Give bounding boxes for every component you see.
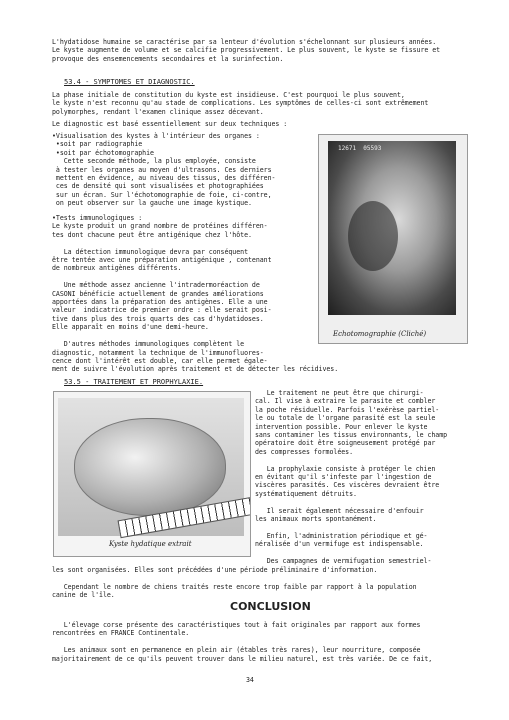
text-line: être tentée avec une préparation antigénique , contenant xyxy=(52,256,272,265)
photo-overlay-text: 12671 05593 xyxy=(338,145,382,152)
text-line: Elle apparaît en moins d'une demi-heure. xyxy=(52,323,209,332)
text-line: ces de densité qui sont visualisées et photographiées xyxy=(52,182,264,191)
page-number: 34 xyxy=(246,676,254,684)
text-line xyxy=(255,549,447,557)
cyst-image xyxy=(58,398,244,536)
text-line: diagnostic, notamment la technique de l'immunofluores- xyxy=(52,348,264,357)
ultrasound-image xyxy=(328,141,456,315)
cyst-photo xyxy=(53,391,251,557)
text-line: valeur indicatrice de premier ordre : elle serait posi- xyxy=(52,306,272,315)
text-line: provoque des ensemencements secondaires et la surinfection. xyxy=(52,54,284,63)
text-line: Le traitement ne peut être que chirurgi- xyxy=(255,389,424,397)
text-line: Enfin, l'administration périodique et gé- xyxy=(255,531,428,540)
text-line: des compresses formolées. xyxy=(255,447,353,456)
text-line: néralisée d'un vermifuge est indispensable. xyxy=(255,540,424,549)
text-line xyxy=(52,273,338,281)
section-heading-traitement: 53.5 - TRAITEMENT ET PROPHYLAXIE. xyxy=(64,378,204,386)
text-line: Le diagnostic est basé essentiellement sur deux techniques : xyxy=(52,120,288,128)
campaign-paragraph xyxy=(52,566,417,600)
text-line: cal. Il vise à extraire le parasite et combler xyxy=(255,397,436,406)
text-line: tive dans plus des trois quarts des cas d'hydatidoses. xyxy=(52,314,264,323)
text-line xyxy=(52,638,432,646)
text-line: CASONI bénéficie actuellement de grandes améliorations xyxy=(52,289,264,298)
treatment-column xyxy=(255,389,447,566)
immunology-block xyxy=(52,214,338,374)
text-line: •Visualisation des kystes à l'intérieur des organes : xyxy=(52,132,260,140)
text-line: Les animaux sont en permanence en plein air (étables très rares), leur nourriture, composée xyxy=(52,646,421,655)
text-line: rencontrées en FRANCE Continentale. xyxy=(52,629,190,638)
text-line: Des campagnes de vermifugation semestriel- xyxy=(255,557,432,566)
text-line: mettent en évidence, au niveau des tissus, des différen- xyxy=(52,174,276,183)
text-line: à tester les organes au moyen d'ultrasons. Ces derniers xyxy=(52,165,272,174)
text-line: Cette seconde méthode, la plus employée, consiste xyxy=(52,157,256,166)
text-line: cence dont l'intérêt est double, car elle permet égale- xyxy=(52,356,268,365)
text-line: polymorphes, rendant l'examen clinique assez décevant. xyxy=(52,107,264,116)
text-line: ment de suivre l'évolution après traitement et de détecter les récidives. xyxy=(52,365,339,374)
text-line: L'hydatidose humaine se caractérise par sa lenteur d'évolution s'échelonnant sur plusieurs années. xyxy=(52,38,437,46)
cyst-shape xyxy=(348,201,398,271)
text-line: intervention possible. Pour enlever le kyste xyxy=(255,422,428,431)
text-line: systématiquement détruits. xyxy=(255,489,357,498)
text-line: le ou totale de l'organe parasité est la seule xyxy=(255,414,436,423)
cyst-caption: Kyste hydatique extrait xyxy=(109,540,192,548)
text-line: canine de l'île. xyxy=(52,591,115,600)
text-line: L'élevage corse présente des caractéristiques tout à fait originales par rapport aux formes xyxy=(52,621,421,629)
text-line xyxy=(52,574,417,582)
echography-photo xyxy=(318,134,468,344)
conclusion-paragraph xyxy=(52,621,432,663)
text-line: opératoire doit être soigneusement protégé par xyxy=(255,439,436,448)
text-line: sur un écran. Sur l'échotomographie de foie, ci-contre, xyxy=(52,190,272,199)
text-line xyxy=(52,332,338,340)
text-line: La détection immunologique devra par conséquent xyxy=(52,247,248,256)
text-line xyxy=(255,524,447,532)
text-line: apportées dans la préparation des antigènes. Elle a une xyxy=(52,298,268,307)
text-line: La prophylaxie consiste à protéger le chien xyxy=(255,464,436,473)
text-line: Cependant le nombre de chiens traités reste encore trop faible par rapport à la population xyxy=(52,582,417,591)
phase-paragraph xyxy=(52,91,428,116)
text-line: D'autres méthodes immunologiques complètent le xyxy=(52,340,245,349)
text-line: la poche résiduelle. Parfois l'exérèse partiel- xyxy=(255,405,440,414)
text-line: sans contaminer les tissus environnants, le champ xyxy=(255,431,448,440)
text-line: les animaux morts spontanément. xyxy=(255,515,377,524)
text-line xyxy=(52,239,338,247)
text-line: La phase initiale de constitution du kyste est insidieuse. C'est pourquoi le plus souvent, xyxy=(52,91,405,99)
text-line: on peut observer sur la gauche une image kystique. xyxy=(52,199,252,208)
diagnostic-intro xyxy=(52,120,287,128)
text-line: tes dont chacune peut être antigénique chez l'hôte. xyxy=(52,230,252,239)
text-line: •Tests immunologiques : xyxy=(52,214,143,222)
visualisation-block xyxy=(52,132,275,208)
text-line: •soit par radiographie xyxy=(52,140,143,149)
text-line: le kyste n'est reconnu qu'au stade de complications. Les symptômes de celles-ci sont extrêmement xyxy=(52,99,429,108)
echography-caption: Echotomographie (Cliché) xyxy=(333,330,427,338)
text-line: Le kyste augmente de volume et se calcifie progressivement. Le plus souvent, le kyste se fissure et xyxy=(52,46,441,55)
text-line: majoritairement de ce qu'ils peuvent trouver dans le milieu naturel, est très variée. De ce fait, xyxy=(52,654,433,663)
conclusion-title: CONCLUSION xyxy=(230,600,311,613)
text-line: viscères parasités. Ces viscères devraient être xyxy=(255,481,440,490)
text-line: Le kyste produit un grand nombre de protéines différen- xyxy=(52,222,268,231)
cyst-body xyxy=(74,418,226,516)
intro-paragraph xyxy=(52,38,440,63)
text-line: Une méthode assez ancienne l'intradermoréaction de xyxy=(52,281,260,290)
section-heading-symptomes: 53.4 - SYMPTOMES ET DIAGNOSTIC. xyxy=(64,78,195,86)
text-line: les sont organisées. Elles sont précédées d'une période préliminaire d'information. xyxy=(52,566,378,574)
text-line: Il serait également nécessaire d'enfouir xyxy=(255,506,424,515)
text-line xyxy=(255,498,447,506)
text-line: en évitant qu'il s'infeste par l'ingestion de xyxy=(255,473,432,482)
text-line: •soit par échotomographie xyxy=(52,148,154,157)
text-line: de nombreux antigènes différents. xyxy=(52,264,182,273)
text-line xyxy=(255,456,447,464)
